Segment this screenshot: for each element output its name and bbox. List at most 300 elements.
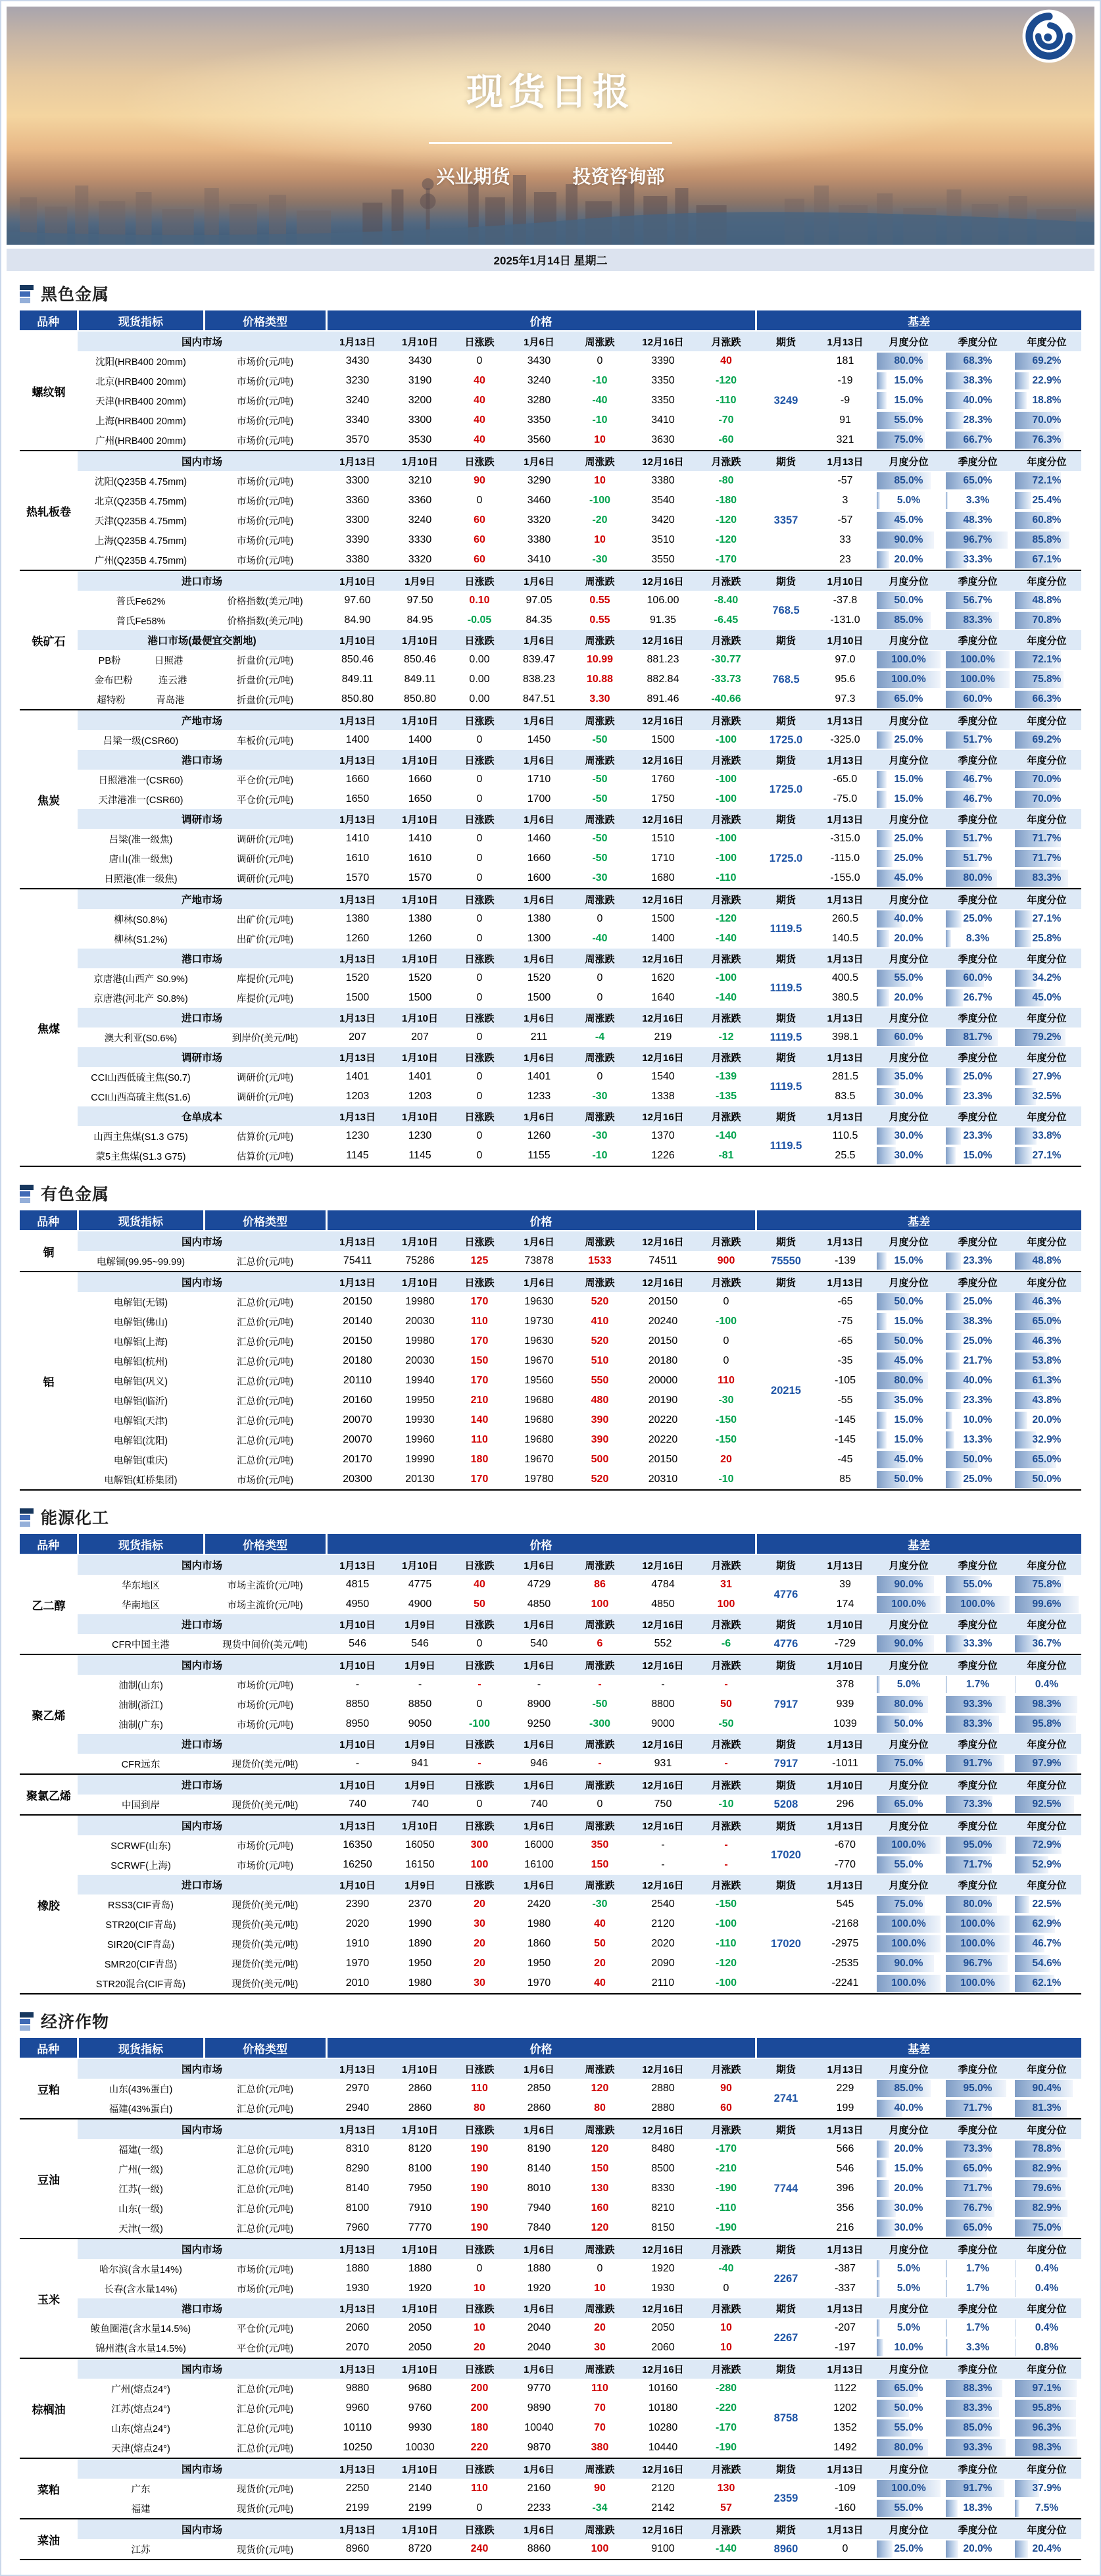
price-cell: 9880 [326,2379,389,2398]
subheader-col-label: 1月13日 [326,1106,389,1126]
basis-cell: -65 [816,1331,874,1351]
percentile-cell: 55.0% [874,968,943,988]
price-cell: 1145 [389,1146,451,1166]
percentile-cell: 38.3% [943,1312,1012,1331]
indicator-cell: STR20(CIF青岛) [78,1914,204,1934]
change-cell: -6.45 [697,610,756,630]
basis-cell: -45 [816,1450,874,1470]
price-cell: 3540 [629,491,697,510]
change-cell: 390 [570,1410,629,1430]
price-cell: 882.84 [629,670,697,689]
subheader-col-label: 期货 [756,2519,816,2539]
market-subheader-row [20,630,1081,650]
data-row [20,1312,1081,1331]
subheader-col-label: 月度分位 [874,1008,943,1028]
subheader-col-label: 年度分位 [1012,2239,1081,2259]
percentile-cell: 75.0% [874,1754,943,1774]
change-cell: 0 [451,1634,508,1654]
price-cell: 10110 [326,2418,389,2438]
title-divider [429,142,672,144]
percentile-cell: 15.0% [874,391,943,410]
data-row [20,2498,1081,2519]
price-cell: 1260 [389,929,451,949]
change-cell: 150 [451,1351,508,1371]
col-header-indicator: 现货指标 [78,2038,204,2058]
price-cell: 19930 [389,1410,451,1430]
percentile-cell: 27.1% [1012,1146,1081,1166]
price-cell: 1260 [508,1126,570,1146]
price-cell: 7770 [389,2218,451,2239]
basis-cell: 216 [816,2218,874,2239]
price-cell: 19730 [508,1312,570,1331]
basis-cell: 33 [816,530,874,550]
change-cell: 10 [570,471,629,491]
change-cell: 50 [451,1595,508,1614]
price-cell: 4815 [326,1575,389,1595]
change-cell: 60 [451,550,508,570]
subheader-col-label: 年度分位 [1012,1654,1081,1675]
data-row [20,550,1081,570]
percentile-cell: 60.0% [943,689,1012,710]
percentile-cell: 80.0% [943,868,1012,889]
market-subheader-row [20,2239,1081,2259]
percentile-cell: 71.7% [943,1855,1012,1875]
percentile-cell: 50.0% [874,1714,943,1734]
price-cell: - [508,1675,570,1695]
futures-cell: 1725.0 [756,730,816,750]
data-row [20,1470,1081,1490]
change-cell: 60 [451,510,508,530]
basis-cell: -1011 [816,1754,874,1774]
subheader-col-label: 月度分位 [874,1654,943,1675]
price-cell: 1760 [629,770,697,789]
percentile-cell: 96.7% [943,1954,1012,1973]
col-header-variety: 品种 [20,1210,78,1231]
basis-cell: -155.0 [816,868,874,889]
percentile-cell: 75.8% [1012,1575,1081,1595]
subheader-col-label: 1月13日 [326,1231,389,1251]
price-type-cell: 汇总价(元/吨) [204,1371,326,1391]
data-row [20,591,1081,610]
change-cell: 40 [697,351,756,371]
price-cell: 19960 [389,1430,451,1450]
market-label: 国内市场 [78,2358,326,2379]
price-cell: 9250 [508,1714,570,1734]
price-cell: 3350 [629,371,697,391]
change-cell: -210 [697,2159,756,2179]
price-type-cell: 市场价(元/吨) [204,391,326,410]
market-subheader-row [20,1614,1081,1634]
price-cell: 1460 [508,829,570,849]
data-row [20,530,1081,550]
subheader-col-label: 期货 [756,2239,816,2259]
basis-cell: 566 [816,2139,874,2159]
percentile-cell: 1.7% [943,2318,1012,2338]
futures-cell: 17020 [756,1895,816,1994]
subheader-col-label: 1月13日 [816,2458,874,2479]
subheader-col-label: 期货 [756,2119,816,2139]
price-type-cell: 折盘价(元/吨) [204,670,326,689]
futures-cell: 1119.5 [756,1067,816,1106]
change-cell: 0 [451,849,508,868]
basis-cell: 356 [816,2198,874,2218]
price-cell: 2880 [629,2098,697,2119]
data-row [20,2379,1081,2398]
price-cell: 211 [508,1028,570,1047]
subheader-col-label: 期货 [756,1654,816,1675]
subheader-col-label: 1月9日 [389,1614,451,1634]
section-title: 能源化工 [41,1505,109,1529]
subheader-col-label: 月涨跌 [697,570,756,591]
change-cell: 0 [451,351,508,371]
basis-cell: -65.0 [816,770,874,789]
price-cell: 2390 [326,1895,389,1914]
subheader-col-label: 1月6日 [508,2119,570,2139]
basis-cell: 296 [816,1795,874,1815]
percentile-cell: 25.0% [943,909,1012,929]
price-cell: 1930 [629,2279,697,2298]
subheader-col-label: 12月16日 [629,331,697,351]
futures-cell: 8960 [756,2539,816,2560]
price-cell: 1880 [389,2259,451,2279]
indicator-cell: 天津(Q235B 4.75mm) [78,510,204,530]
price-cell: 1660 [326,770,389,789]
market-subheader-row [20,1272,1081,1292]
market-label: 国内市场 [78,2458,326,2479]
subheader-col-label: 1月6日 [508,1047,570,1067]
change-cell: -10 [697,1470,756,1490]
price-cell: 1980 [389,1973,451,1994]
change-cell: -40 [570,391,629,410]
subheader-col-label: 月涨跌 [697,1272,756,1292]
subheader-col-label: 月涨跌 [697,710,756,730]
banner [7,7,1094,245]
price-type-cell: 出矿价(元/吨) [204,929,326,949]
price-cell: 8120 [389,2139,451,2159]
data-row [20,1410,1081,1430]
price-cell: 1660 [389,770,451,789]
percentile-cell: 95.8% [1012,1714,1081,1734]
subheader-col-label: 1月13日 [816,1875,874,1895]
price-cell: 2070 [326,2338,389,2358]
subheader-col-label: 年度分位 [1012,1875,1081,1895]
subheader-col-label: 月度分位 [874,2358,943,2379]
market-label: 国内市场 [78,1654,326,1675]
basis-cell: 229 [816,2079,874,2098]
subheader-col-label: 日涨跌 [451,1875,508,1895]
subheader-col-label: 1月10日 [326,570,389,591]
price-cell: 97.05 [508,591,570,610]
change-cell: 190 [451,2179,508,2198]
percentile-cell: 46.7% [1012,1934,1081,1954]
subheader-col-label: 1月10日 [816,1654,874,1675]
data-row [20,2259,1081,2279]
price-cell: 20170 [326,1450,389,1470]
price-cell: 20150 [629,1292,697,1312]
change-cell: 300 [451,1835,508,1855]
price-cell: 8210 [629,2198,697,2218]
price-type-cell: 汇总价(元/吨) [204,2418,326,2438]
change-cell: -100 [570,491,629,510]
price-cell: 3210 [389,471,451,491]
change-cell: -40 [697,2259,756,2279]
subheader-col-label: 1月10日 [816,570,874,591]
indicator-cell: 油制(浙江) [78,1695,204,1714]
price-cell: 4900 [389,1595,451,1614]
price-cell: 850.80 [326,689,389,710]
subheader-col-label: 月涨跌 [697,1231,756,1251]
change-cell: 10 [451,2279,508,2298]
change-cell: 0 [451,1028,508,1047]
subheader-col-label: 12月16日 [629,1875,697,1895]
percentile-cell: 45.0% [874,1450,943,1470]
price-cell: 207 [326,1028,389,1047]
percentile-cell: 1.7% [943,2259,1012,2279]
subheader-col-label: 1月6日 [508,1106,570,1126]
subheader-col-label: 1月13日 [326,710,389,730]
price-cell: 73878 [508,1251,570,1272]
futures-cell: 768.5 [756,591,816,630]
change-cell: 520 [570,1292,629,1312]
price-type-cell: 汇总价(元/吨) [204,1312,326,1331]
price-cell: 8140 [326,2179,389,2198]
price-cell: 20240 [629,1312,697,1331]
price-cell: 20180 [326,1351,389,1371]
percentile-cell: 100.0% [874,2479,943,2498]
price-cell: 3340 [326,410,389,430]
basis-cell: -2535 [816,1954,874,1973]
percentile-cell: 55.0% [874,2498,943,2519]
price-type-cell: 市场价(元/吨) [204,2259,326,2279]
variety-cell: 铁矿石 [20,570,78,710]
price-cell: 1203 [326,1087,389,1106]
percentile-cell: 90.0% [874,1634,943,1654]
basis-cell: 400.5 [816,968,874,988]
subheader-col-label: 12月16日 [629,1734,697,1754]
subheader-col-label: 年度分位 [1012,2519,1081,2539]
price-cell: 881.23 [629,650,697,670]
change-cell: 40 [451,371,508,391]
percentile-cell: 20.0% [1012,1410,1081,1430]
subheader-col-label: 周涨跌 [570,1774,629,1795]
change-cell: -100 [697,849,756,868]
basis-cell: 0 [816,2539,874,2560]
basis-cell: -55 [816,1391,874,1410]
subheader-col-label: 季度分位 [943,1272,1012,1292]
data-row [20,1914,1081,1934]
market-label: 国内市场 [78,2119,326,2139]
subheader-col-label: 月度分位 [874,1554,943,1575]
percentile-cell: 20.0% [874,550,943,570]
change-cell: 31 [697,1575,756,1595]
change-cell: -50 [570,770,629,789]
subheader-col-label: 年度分位 [1012,1008,1081,1028]
percentile-cell: 60.0% [874,1028,943,1047]
price-cell: 1338 [629,1087,697,1106]
subheader-col-label: 月涨跌 [697,1734,756,1754]
price-cell: 9890 [508,2398,570,2418]
org-name: 兴业期货 [436,162,510,189]
subheader-col-label: 1月6日 [508,331,570,351]
subheader-col-label: 日涨跌 [451,1774,508,1795]
subheader-col-label: 1月10日 [326,1734,389,1754]
price-cell: 2040 [508,2318,570,2338]
price-cell: 3390 [629,351,697,371]
subheader-col-label: 1月13日 [326,2298,389,2318]
market-subheader-row [20,889,1081,909]
indicator-cell: RSS3(CIF青岛) [78,1895,204,1914]
basis-cell: 396 [816,2179,874,2198]
price-type-cell: 现货价(美元/吨) [204,1895,326,1914]
subheader-col-label: 年度分位 [1012,1815,1081,1835]
change-cell: 40 [451,410,508,430]
change-cell: 10 [570,430,629,451]
col-header-indicator: 现货指标 [78,1534,204,1554]
percentile-cell: 85.0% [874,610,943,630]
indicator-cell: 广州(一级) [78,2159,204,2179]
basis-cell: 95.6 [816,670,874,689]
change-cell: - [570,1675,629,1695]
percentile-cell: 25.0% [943,1331,1012,1351]
col-header-price: 价格 [326,310,756,331]
report-title: 现货日报 [7,7,1094,116]
subheader-col-label: 12月16日 [629,1554,697,1575]
change-cell: - [570,1754,629,1774]
subheader-col-label: 季度分位 [943,949,1012,968]
indicator-cell: 电解铝(重庆) [78,1450,204,1470]
col-header-price: 价格 [326,1534,756,1554]
indicator-cell: 华南地区 [78,1595,204,1614]
price-cell: 7940 [508,2198,570,2218]
basis-cell: 140.5 [816,929,874,949]
price-type-cell: 汇总价(元/吨) [204,2159,326,2179]
price-cell: 3550 [629,550,697,570]
basis-cell: 545 [816,1895,874,1914]
subheader-col-label: 季度分位 [943,2239,1012,2259]
price-cell: 1401 [326,1067,389,1087]
basis-cell: -105 [816,1371,874,1391]
subheader-col-label: 1月13日 [326,451,389,471]
price-type-cell: 汇总价(元/吨) [204,1292,326,1312]
subheader-col-label: 期货 [756,1008,816,1028]
change-cell: -135 [697,1087,756,1106]
subheader-col-label: 月涨跌 [697,1047,756,1067]
subheader-col-label: 1月13日 [326,2239,389,2259]
section-title: 黑色金属 [41,282,109,305]
indicator-cell: 电解铝(虹桥集团) [78,1470,204,1490]
subheader-col-label: 1月13日 [816,1231,874,1251]
futures-cell: 4776 [756,1634,816,1654]
subheader-col-label: 季度分位 [943,1106,1012,1126]
subheader-col-label: 年度分位 [1012,451,1081,471]
percentile-cell: 20.0% [874,929,943,949]
price-cell: 8850 [326,1695,389,1714]
percentile-cell: 3.3% [943,2338,1012,2358]
percentile-cell: 27.1% [1012,909,1081,929]
percentile-cell: 46.3% [1012,1331,1081,1351]
change-cell: - [697,1855,756,1875]
price-cell: 2860 [389,2098,451,2119]
basis-cell: 91 [816,410,874,430]
subheader-col-label: 日涨跌 [451,1008,508,1028]
price-cell: 10250 [326,2438,389,2458]
price-cell: 1500 [389,988,451,1008]
data-row [20,1634,1081,1654]
price-cell: 8480 [629,2139,697,2159]
subheader-col-label: 1月6日 [508,570,570,591]
change-cell: -110 [697,2198,756,2218]
price-cell: 1300 [508,929,570,949]
subheader-col-label: 月度分位 [874,1106,943,1126]
subheader-col-label: 1月13日 [816,1554,874,1575]
percentile-cell: 55.0% [874,2418,943,2438]
percentile-cell: 25.0% [943,1470,1012,1490]
price-cell: 1710 [629,849,697,868]
price-cell: 2860 [389,2079,451,2098]
change-cell: 40 [570,1914,629,1934]
price-type-cell: 市场价(元/吨) [204,550,326,570]
subheader-col-label: 季度分位 [943,451,1012,471]
dept-name: 投资咨询部 [573,162,665,189]
col-header-price-type: 价格类型 [204,310,326,331]
subheader-col-label: 周涨跌 [570,1815,629,1835]
subheader-col-label: 1月10日 [389,630,451,650]
percentile-cell: 15.0% [874,1251,943,1272]
subheader-col-label: 1月10日 [389,1008,451,1028]
market-subheader-row [20,2298,1081,2318]
indicator-cell: 山东(熔点24°) [78,2418,204,2438]
subheader-col-label: 1月13日 [326,2519,389,2539]
data-row [20,1934,1081,1954]
price-cell: 1890 [389,1934,451,1954]
subheader-col-label: 1月13日 [326,1008,389,1028]
subheader-col-label: 1月13日 [326,2358,389,2379]
data-row [20,730,1081,750]
subheader-col-label: 月涨跌 [697,1815,756,1835]
data-row [20,1714,1081,1734]
percentile-cell: 80.0% [874,351,943,371]
subheader-col-label: 月涨跌 [697,2239,756,2259]
indicator-cell: 沈阳(Q235B 4.75mm) [78,471,204,491]
change-cell: -50 [570,829,629,849]
change-cell: 0 [451,491,508,510]
price-type-cell: 汇总价(元/吨) [204,2179,326,2198]
percentile-cell: 76.7% [943,2198,1012,2218]
percentile-cell: 5.0% [874,491,943,510]
futures-cell: 7917 [756,1675,816,1734]
data-row [20,829,1081,849]
change-cell: 90 [451,471,508,491]
percentile-cell: 20.4% [1012,2539,1081,2560]
price-cell: 10440 [629,2438,697,2458]
subheader-col-label: 月度分位 [874,2119,943,2139]
cityscape-illustration [7,146,1094,245]
market-label: 国内市场 [78,2239,326,2259]
subheader-col-label: 周涨跌 [570,1554,629,1575]
percentile-cell: 65.0% [874,2379,943,2398]
subheader-col-label: 期货 [756,1554,816,1575]
section-经济作物 [20,2009,1081,2560]
percentile-cell: 100.0% [874,1934,943,1954]
change-cell: -60 [697,430,756,451]
subheader-col-label: 季度分位 [943,2458,1012,2479]
table-header-row [20,310,1081,331]
subheader-col-label: 1月6日 [508,750,570,770]
price-cell: 1640 [629,988,697,1008]
percentile-cell: 25.4% [1012,491,1081,510]
percentile-cell: 73.3% [943,2139,1012,2159]
subheader-col-label: 季度分位 [943,1734,1012,1754]
